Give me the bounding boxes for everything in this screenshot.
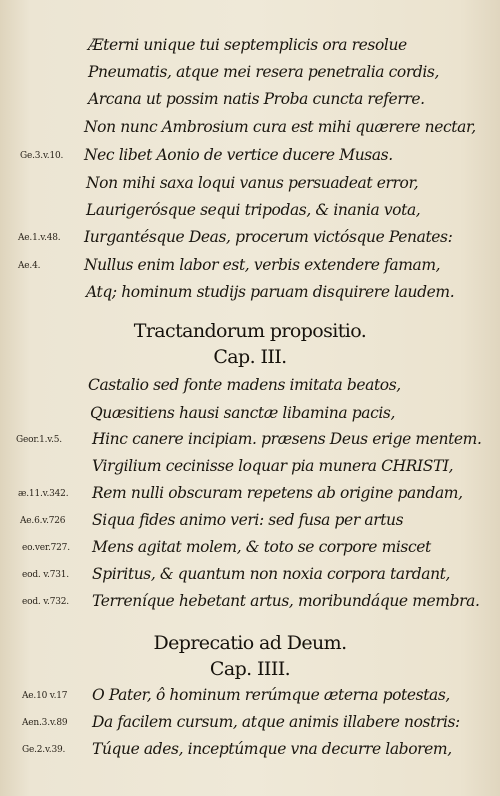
verse-line — [0, 592, 500, 618]
margin-reference: Ae.1.v.48. — [18, 233, 61, 243]
verse-text: Túque ades, inceptúmque vna decurre laborem, — [92, 740, 452, 758]
verse-line — [0, 511, 500, 537]
verse-line — [0, 174, 500, 200]
verse-text: Mens agitat molem, & toto se corpore miscet — [92, 538, 431, 556]
verse-text: Terreníque hebetant artus, moribundáque membra. — [92, 592, 480, 610]
margin-reference: Geor.1.v.5. — [16, 435, 62, 445]
verse-text: Nullus enim labor est, verbis extendere famam, — [84, 256, 441, 274]
verse-line — [0, 565, 500, 591]
verse-text: Arcana ut possim natis Proba cuncta referre. — [88, 90, 425, 108]
verse-text: Quæsitiens hausi sanctæ libamina pacis, — [90, 404, 395, 422]
margin-reference: eod. v.731. — [22, 570, 69, 580]
verse-line — [0, 36, 500, 62]
verse-text: Non nunc Ambrosium cura est mihi quærere nectar, — [84, 118, 476, 136]
verse-text: Non mihi saxa loqui vanus persuadeat error, — [86, 174, 419, 192]
verse-text: Spiritus, & quantum non noxia corpora tardant, — [92, 565, 451, 583]
verse-text: Hinc canere incipiam. præsens Deus erige mentem. — [92, 430, 482, 448]
verse-line — [0, 201, 500, 227]
verse-line — [0, 90, 500, 116]
margin-reference: æ.11.v.342. — [18, 489, 69, 499]
margin-reference: Aen.3.v.89 — [22, 718, 68, 728]
verse-line — [0, 404, 500, 430]
verse-text: Nec libet Aonio de vertice ducere Musas. — [84, 146, 393, 164]
verse-line — [0, 118, 500, 144]
margin-reference: eo.ver.727. — [22, 543, 70, 553]
verse-line — [0, 430, 500, 456]
margin-reference: eod. v.732. — [22, 597, 69, 607]
chapter-heading-title: Deprecatio ad Deum. — [153, 632, 347, 654]
verse-text: Iurgantésque Deas, procerum victósque Penates: — [84, 228, 453, 246]
verse-text: Castalio sed fonte madens imitata beatos, — [88, 376, 401, 394]
chapter-heading-title: Tractandorum propositio. — [133, 320, 367, 342]
verse-text: Æterni unique tui septemplicis ora resolue — [88, 36, 407, 54]
margin-reference: Ae.4. — [18, 261, 41, 271]
verse-line — [0, 484, 500, 510]
chapter-heading-cap: Cap. IIII. — [209, 658, 291, 680]
verse-text: Siqua fides animo veri: sed fusa per artus — [92, 511, 404, 529]
verse-text: O Pater, ô hominum rerúmque æterna potestas, — [92, 686, 450, 704]
verse-line — [0, 713, 500, 739]
verse-text: Virgilium cecinisse loquar pia munera CHRISTI, — [92, 457, 454, 475]
verse-line — [0, 228, 500, 254]
verse-text: Pneumatis, atque mei resera penetralia cordis, — [88, 63, 440, 81]
verse-line — [0, 457, 500, 483]
verse-line — [0, 376, 500, 402]
verse-text: Atq; hominum studijs paruam disquirere laudem. — [86, 283, 455, 301]
verse-line — [0, 63, 500, 89]
verse-text: Laurigerósque sequi tripodas, & inania vota, — [86, 201, 421, 219]
margin-reference: Ae.10 v.17 — [22, 691, 68, 701]
margin-reference: Ae.6.v.726 — [20, 516, 66, 526]
verse-line — [0, 283, 500, 309]
margin-reference: Ge.2.v.39. — [22, 745, 66, 755]
verse-text: Da facilem cursum, atque animis illabere nostris: — [92, 713, 460, 731]
chapter-heading-cap: Cap. III. — [213, 346, 287, 368]
verse-text: Rem nulli obscuram repetens ab origine pandam, — [92, 484, 463, 502]
verse-line — [0, 538, 500, 564]
margin-reference: Ge.3.v.10. — [20, 151, 64, 161]
verse-line — [0, 740, 500, 766]
verse-line — [0, 256, 500, 282]
verse-line — [0, 686, 500, 712]
verse-line — [0, 146, 500, 172]
